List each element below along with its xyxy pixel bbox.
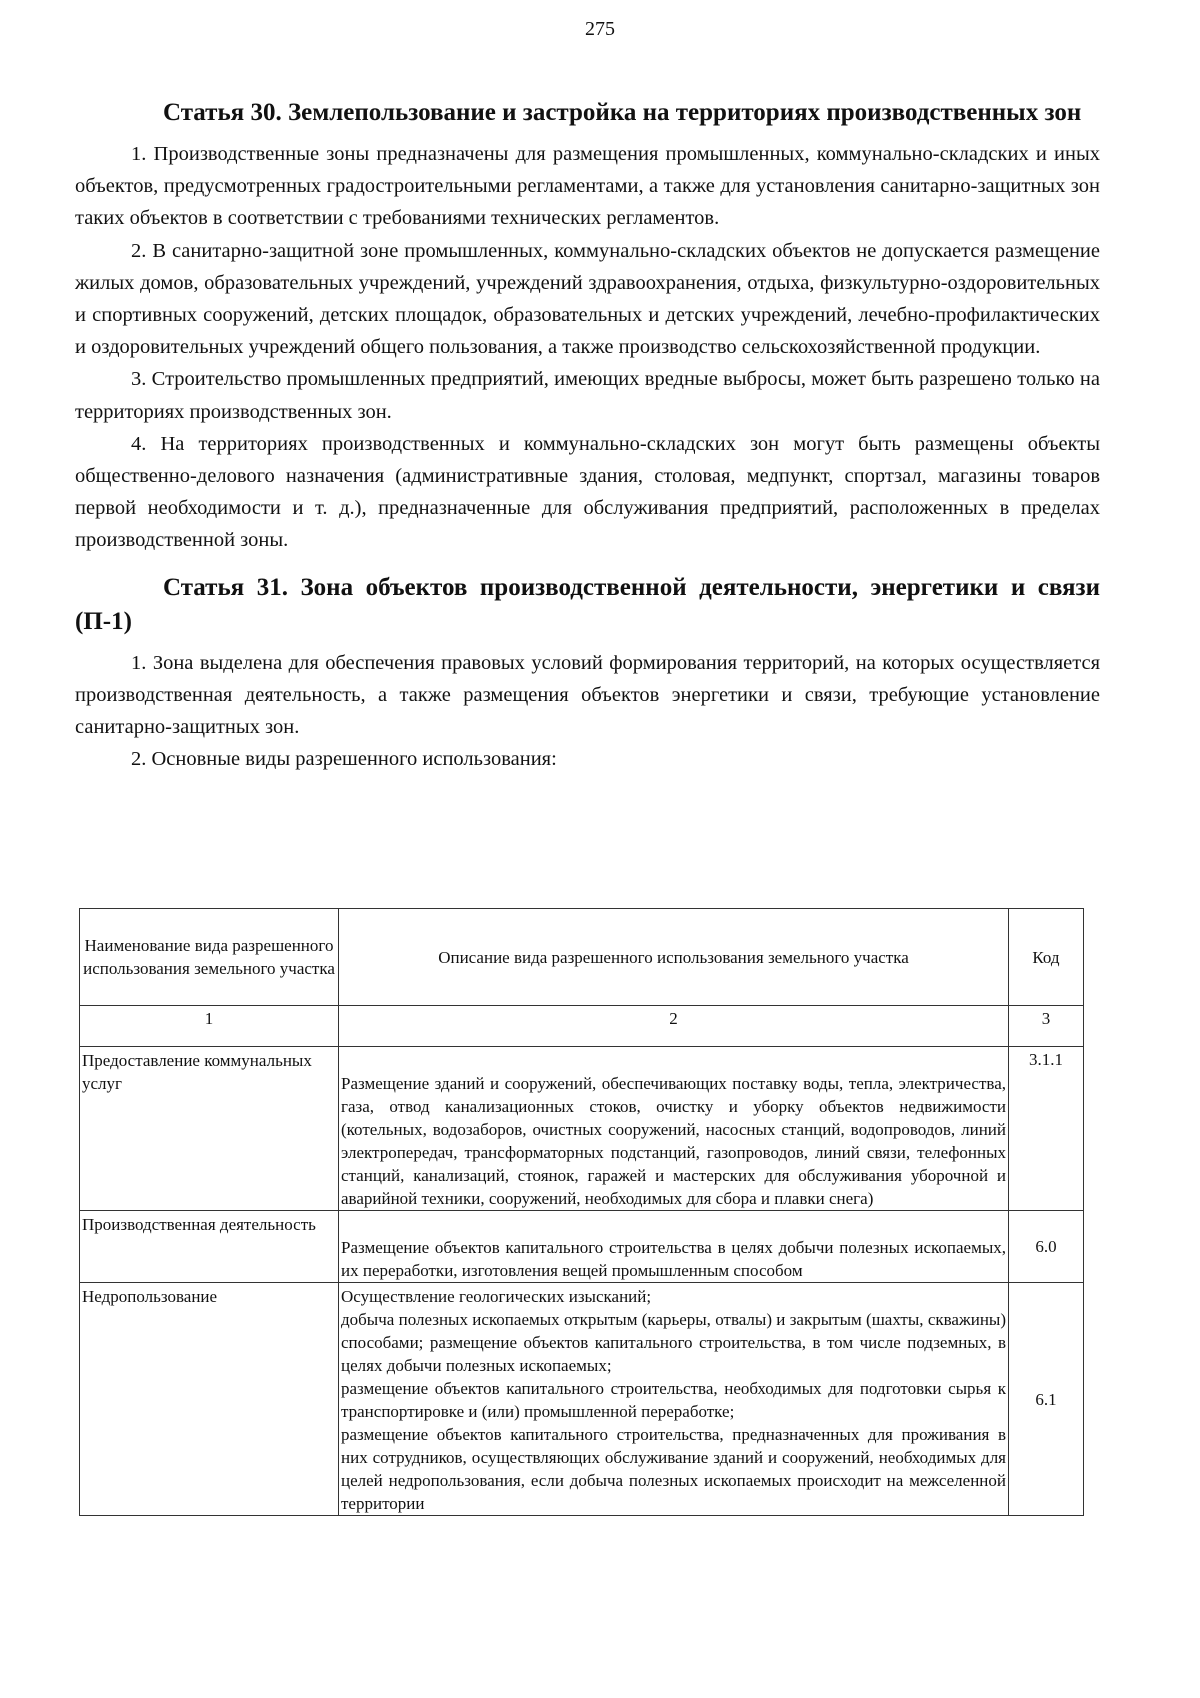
description-line: размещение объектов капитального строительства, предназначенных для проживания в них сотрудников, осуществляющих обслуживание зданий и сооружений, необходимых для целей недропользования, если добыча полезных ископаемых происходит на межселенной территории — [341, 1425, 1006, 1513]
column-number: 3 — [1009, 1006, 1084, 1047]
article-30-paragraph-3: 3. Строительство промышленных предприятий, имеющих вредные выбросы, может быть разрешено только на территориях производственных зон. — [75, 368, 1100, 423]
row-name: Производственная деятельность — [80, 1211, 339, 1283]
column-number-row — [80, 1006, 1084, 1047]
article-30-paragraph-4: 4. На территориях производственных и коммунально-складских зон могут быть размещены объекты общественно-делового назначения (административные здания, столовая, медпункт, спортзал, магазины товаров первой необходимости и т. д.), предназначенные для обслуживания предприятий, расположенных в пределах производственной зоны. — [75, 432, 1100, 552]
row-code: 3.1.1 — [1009, 1047, 1084, 1211]
column-number: 1 — [80, 1006, 339, 1047]
article-30-heading: Статья 30. Землепользование и застройка на территориях производственных зон — [163, 99, 1082, 126]
header-code: Код — [1009, 909, 1084, 1006]
row-description — [339, 1283, 1009, 1516]
article-30-paragraph-2: 2. В санитарно-защитной зоне промышленных, коммунально-складских объектов не допускается размещение жилых домов, образовательных учреждений, учреждений здравоохранения, отдыха, физкультурно-оздоровительных и спортивных сооружений, детских площадок, образовательных и детских учреждений, лечебно-профилактических и оздоровительных учреждений общего пользования, а также производство сельскохозяйственной продукции. — [75, 239, 1100, 359]
description-line: размещение объектов капитального строительства, необходимых для подготовки сырья к транспортировке и (или) промышленной переработке; — [341, 1379, 1006, 1421]
document-body — [75, 96, 1100, 775]
row-name: Недропользование — [80, 1283, 339, 1516]
table-header-row — [80, 909, 1084, 1006]
row-description: Размещение зданий и сооружений, обеспечивающих поставку воды, тепла, электричества, газа, отвод канализационных стоков, очистку и уборку объектов недвижимости (котельных, водозаборов, очистных сооружений, насосных станций, водопроводов, линий электропередач, трансформаторных подстанций, газопроводов, линий связи, телефонных станций, канализаций, стоянок, гаражей и мастерских для обслуживания уборочной и аварийной техники, сооружений, необходимых для сбора и плавки снега) — [339, 1047, 1009, 1211]
row-code: 6.0 — [1009, 1211, 1084, 1283]
page-number: 275 — [585, 18, 615, 40]
article-30-paragraph-1: 1. Производственные зоны предназначены для размещения промышленных, коммунально-складских и иных объектов, предусмотренных градостроительными регламентами, а также для установления санитарно-защитных зон таких объектов в соответствии с требованиями технических регламентов. — [75, 143, 1100, 230]
row-code: 6.1 — [1009, 1283, 1084, 1516]
article-31-paragraph-1: 1. Зона выделена для обеспечения правовых условий формирования территорий, на которых осуществляется производственная деятельность, а также размещения объектов энергетики и связи, требующие установление санитарно-защитных зон. — [75, 651, 1100, 739]
description-line: добыча полезных ископаемых открытым (карьеры, отвалы) и закрытым (шахты, скважины) способами; размещение объектов капитального строительства, в том числе подземных, в целях добычи полезных ископаемых; — [341, 1310, 1006, 1375]
column-number: 2 — [339, 1006, 1009, 1047]
table-row — [80, 1047, 1084, 1211]
row-description: Размещение объектов капитального строительства в целях добычи полезных ископаемых, их переработки, изготовления вещей промышленным способом — [339, 1211, 1009, 1283]
header-description: Описание вида разрешенного использования земельного участка — [339, 909, 1009, 1006]
permitted-uses-table — [79, 908, 1084, 1516]
table-row — [80, 1283, 1084, 1516]
article-31-paragraph-2: 2. Основные виды разрешенного использования: — [131, 748, 557, 771]
description-line: Осуществление геологических изысканий; — [341, 1287, 652, 1306]
article-31-heading: Статья 31. Зона объектов производственной деятельности, энергетики и связи (П-1) — [75, 573, 1100, 635]
table-row — [80, 1211, 1084, 1283]
row-name: Предоставление коммунальных услуг — [80, 1047, 339, 1211]
header-name: Наименование вида разрешенного использования земельного участка — [80, 909, 339, 1006]
